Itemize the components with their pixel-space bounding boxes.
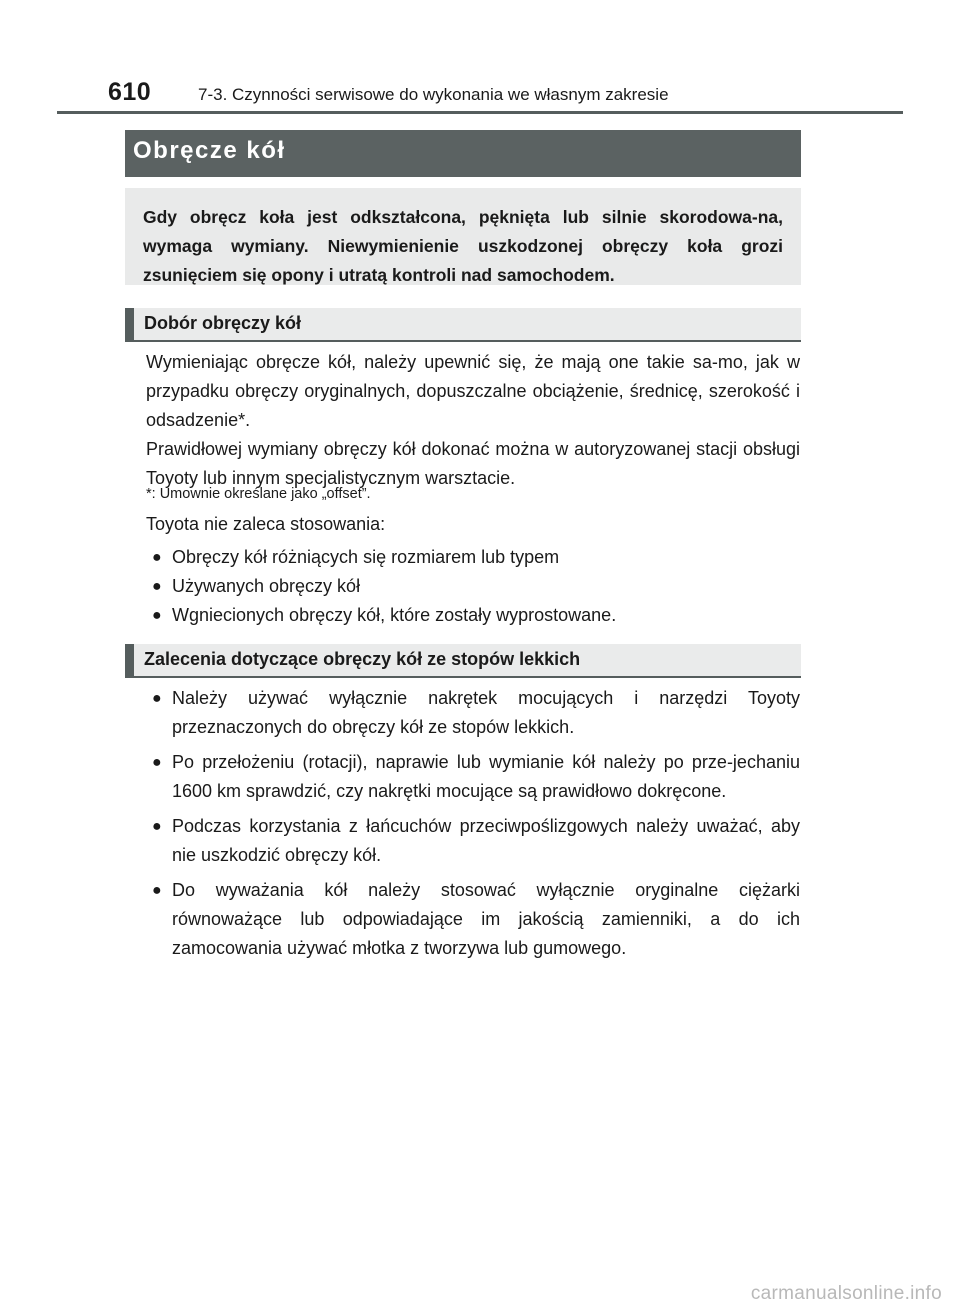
list-item-text: Do wyważania kół należy stosować wyłącznie oryginalne ciężarki równoważące lub odpowiadające im jakością zamienniki, a do ich zamocowania używać młotka z tworzywa lub gumowego. bbox=[172, 880, 800, 958]
site-watermark: carmanualsonline.info bbox=[750, 1283, 942, 1304]
bullet-icon: ● bbox=[152, 578, 162, 595]
bullet-icon: ● bbox=[152, 754, 162, 771]
list-item-text: Wgniecionych obręczy kół, które zostały wyprostowane. bbox=[172, 605, 617, 625]
page-header bbox=[108, 78, 669, 107]
list-item bbox=[152, 876, 800, 963]
rim-selection-paragraph-2: Prawidłowej wymiany obręczy kół dokonać można w autoryzowanej stacji obsługi Toyoty lub innym specjalistycznym warsztacie. bbox=[146, 439, 800, 488]
list-item bbox=[152, 543, 800, 572]
list-item bbox=[152, 572, 800, 601]
rim-selection-text bbox=[146, 348, 800, 493]
list-item bbox=[152, 601, 800, 630]
list-item-text: Po przełożeniu (rotacji), naprawie lub wymianie kół należy po prze-jechaniu 1600 km sprawdzić, czy nakrętki mocujące są prawidłowo dokręcone. bbox=[172, 752, 800, 801]
section-title: Obręcze kół bbox=[125, 130, 801, 177]
list-item-text: Podczas korzystania z łańcuchów przeciwpoślizgowych należy uważać, aby nie uszkodzić obręczy kół. bbox=[172, 816, 800, 865]
page-number: 610 bbox=[108, 78, 152, 106]
not-recommended-list bbox=[152, 543, 800, 630]
offset-footnote: *: Umownie określane jako „offset”. bbox=[146, 486, 371, 502]
subheading-rim-selection: Dobór obręczy kół bbox=[125, 308, 801, 342]
rim-selection-paragraph-1: Wymieniając obręcze kół, należy upewnić się, że mają one takie sa-mo, jak w przypadku obręczy oryginalnych, dopuszczalne obciążenie, średnicę, szerokość i odsadzenie*. bbox=[146, 352, 800, 430]
alloy-recommendations-list bbox=[152, 684, 800, 969]
not-recommended-intro: Toyota nie zaleca stosowania: bbox=[146, 514, 386, 534]
list-item-text: Używanych obręczy kół bbox=[172, 576, 361, 596]
bullet-icon: ● bbox=[152, 882, 162, 899]
bullet-icon: ● bbox=[152, 690, 162, 707]
list-item bbox=[152, 812, 800, 870]
list-item bbox=[152, 684, 800, 742]
bullet-icon: ● bbox=[152, 818, 162, 835]
subheading-alloy-recommendations: Zalecenia dotyczące obręczy kół ze stopów lekkich bbox=[125, 644, 801, 678]
header-divider bbox=[57, 111, 903, 114]
summary-box: Gdy obręcz koła jest odkształcona, pęknięta lub silnie skorodowa-na, wymaga wymiany. Niewymienienie uszkodzonej obręczy koła grozi zsunięciem się opony i utratą kontroli nad samochodem. bbox=[125, 188, 801, 285]
bullet-icon: ● bbox=[152, 549, 162, 566]
bullet-icon: ● bbox=[152, 607, 162, 624]
list-item-text: Obręczy kół różniących się rozmiarem lub typem bbox=[172, 547, 560, 567]
chapter-title: 7-3. Czynności serwisowe do wykonania we własnym zakresie bbox=[198, 85, 669, 104]
list-item-text: Należy używać wyłącznie nakrętek mocujących i narzędzi Toyoty przeznaczonych do obręczy kół ze stopów lekkich. bbox=[172, 688, 800, 737]
list-item bbox=[152, 748, 800, 806]
